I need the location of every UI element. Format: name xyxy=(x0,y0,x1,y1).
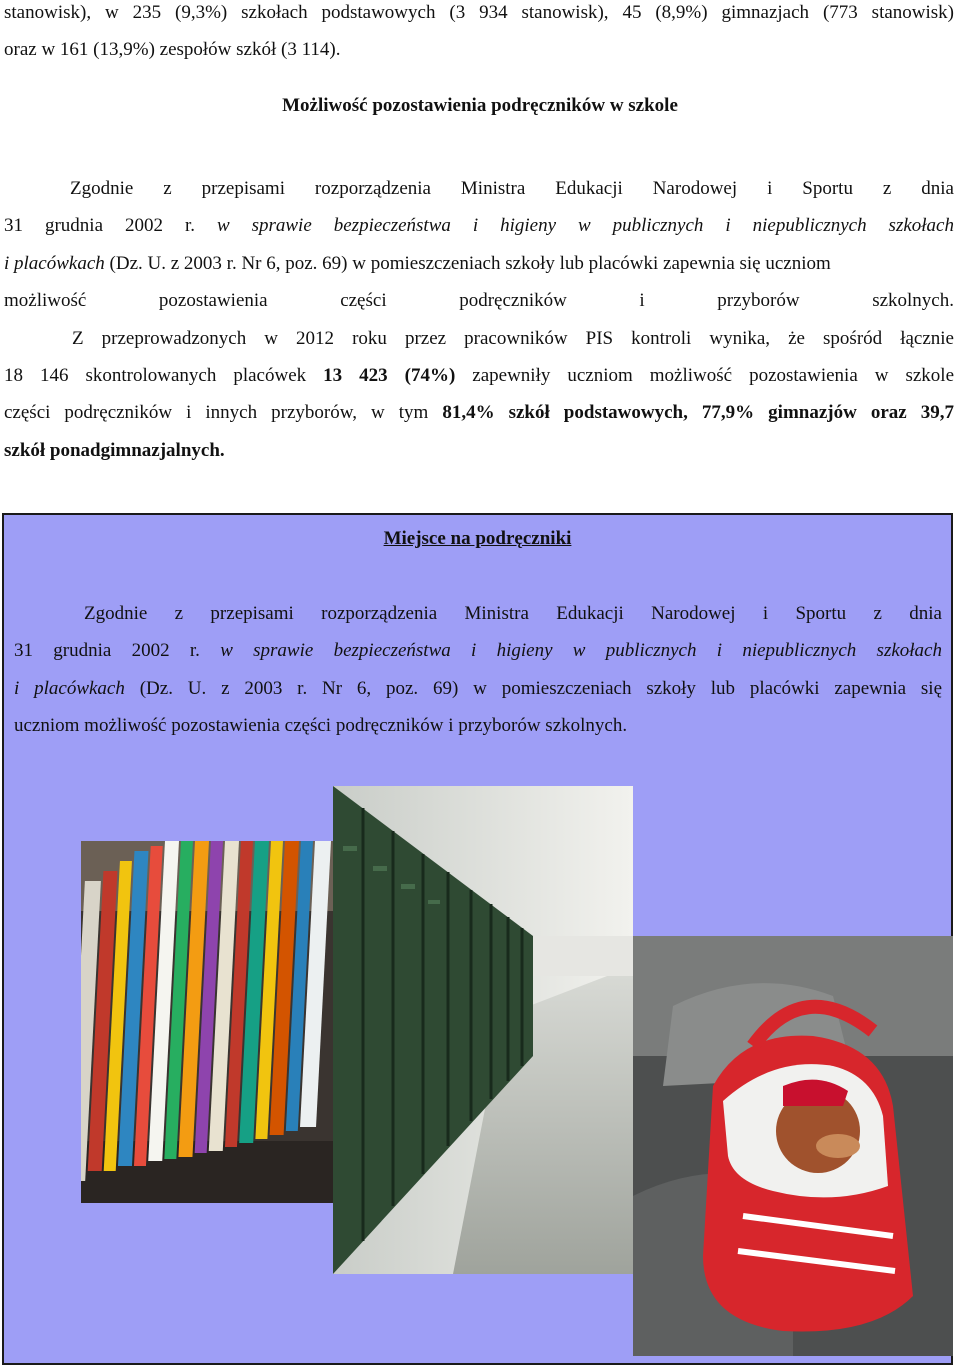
regulation-citation: (Dz. U. z 2003 r. Nr 6, poz. 69) w pomieszczeniach szkoły lub placówki zapewnia się xyxy=(124,678,943,699)
regulation-title: w sprawie bezpieczeństwa i higieny w publicznych i niepublicznych szkołach xyxy=(216,215,954,236)
paragraph-2-line-3 xyxy=(4,394,954,432)
box-title: Miejsce na podręczniki xyxy=(383,528,572,549)
paragraph-1-line-3 xyxy=(4,245,954,283)
paragraph-2-line-2 xyxy=(4,357,954,395)
text-span: 31 grudnia 2002 r. xyxy=(14,640,221,661)
regulation-title-end: i placówkach xyxy=(14,678,125,699)
backpack-illustration xyxy=(633,936,953,1356)
lockers-photo xyxy=(333,786,633,1274)
intro-line-1: stanowisk), w 235 (9,3%) szkołach podstawowych (3 934 stanowisk), 45 (8,9%) gimnazjach (773 stanowisk) xyxy=(4,2,954,23)
regulation-title: w sprawie bezpieczeństwa i higieny w publicznych i niepublicznych szkołach xyxy=(220,640,942,661)
paragraph-2-line-1: Z przeprowadzonych w 2012 roku przez pracowników PIS kontroli wynika, że spośród łącznie xyxy=(72,328,954,349)
paragraph-1-line-2 xyxy=(4,207,954,245)
box-line-3 xyxy=(14,670,942,708)
text-span: części podręczników i innych przyborów, w tym xyxy=(4,402,443,423)
books-illustration xyxy=(81,841,333,1203)
text-span: zapewniły uczniom możliwość pozostawienia w szkole xyxy=(455,365,954,386)
regulation-citation: (Dz. U. z 2003 r. Nr 6, poz. 69) w pomieszczeniach szkoły lub placówki zapewnia się uczniom xyxy=(104,253,831,274)
box-line-2 xyxy=(14,632,942,670)
paragraph-2-line-4: szkół ponadgimnazjalnych. xyxy=(4,440,225,461)
paragraph-1-line-4: możliwość pozostawienia części podręczników i przyborów szkolnych. xyxy=(4,290,954,311)
section-heading: Możliwość pozostawienia podręczników w szkole xyxy=(282,95,678,116)
backpack-photo xyxy=(633,936,953,1356)
regulation-title-end: i placówkach xyxy=(4,253,105,274)
box-line-1: Zgodnie z przepisami rozporządzenia Ministra Edukacji Narodowej i Sportu z dnia xyxy=(84,603,942,624)
intro-line-2: oraz w 161 (13,9%) zespołów szkół (3 114). xyxy=(4,39,341,60)
books-photo xyxy=(81,841,333,1203)
stat-percentages: 81,4% szkół podstawowych, 77,9% gimnazjów oraz 39,7 xyxy=(442,402,954,423)
box-line-4: uczniom możliwość pozostawienia części podręczników i przyborów szkolnych. xyxy=(14,715,628,736)
date-text: 31 grudnia 2002 r. xyxy=(4,215,217,236)
text-span: 18 146 skontrolowanych placówek xyxy=(4,365,324,386)
lockers-illustration xyxy=(333,786,633,1274)
stat-count: 13 423 (74%) xyxy=(323,365,456,386)
paragraph-1-line-1: Zgodnie z przepisami rozporządzenia Ministra Edukacji Narodowej i Sportu z dnia xyxy=(70,178,954,199)
